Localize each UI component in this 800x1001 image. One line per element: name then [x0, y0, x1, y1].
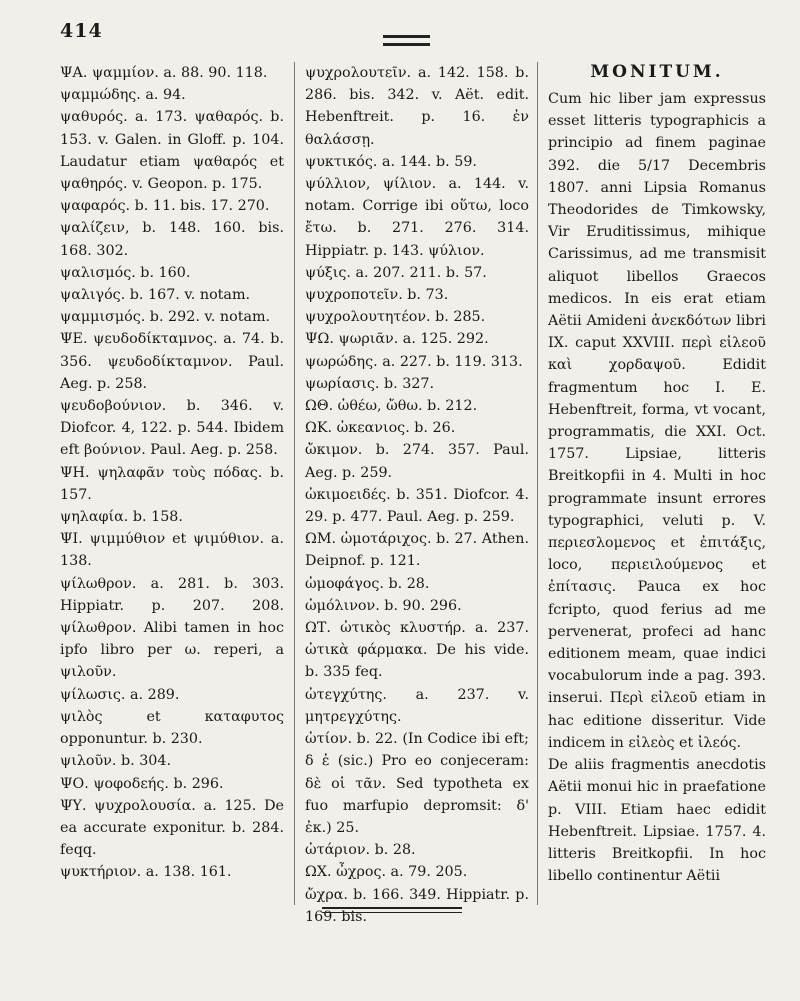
index-entry: ὠτεγχύτης. a. 237. v. μητρεγχύτης.	[305, 686, 529, 725]
index-entry: ΨΟ. ψοφοδεής. b. 296.	[60, 775, 224, 792]
index-entry: ὠτάριον. b. 28.	[305, 842, 416, 859]
column-divider-right	[537, 62, 538, 905]
index-entry: ΩΤ. ὠτικὸς κλυστήρ. a. 237. ὠτικὰ φάρμακα. De his vide. b. 335 feq.	[305, 620, 529, 681]
index-entry: ὠμόλινον. b. 90. 296.	[305, 597, 462, 614]
footer-rule	[322, 907, 462, 913]
index-entry: ψαλισμός. b. 160.	[60, 264, 191, 281]
index-entry: ψαλίζειν, b. 148. 160. bis. 168. 302.	[60, 220, 284, 259]
index-entry: ψαλιγός. b. 167. v. notam.	[60, 287, 251, 304]
index-entry: ψιλὸς et καταφυτος opponuntur. b. 230.	[60, 708, 284, 748]
index-entry: ΨΕ. ψευδοδίκταμνος. a. 74. b. 356. ψευδοδίκταμνον. Paul. Aeg. p. 258.	[60, 331, 284, 392]
index-entry: ΨΑ. ψαμμίον. a. 88. 90. 118.	[60, 65, 268, 81]
index-entry: ὠκιμοειδές. b. 351. Diofcor. 4. 29. p. 477. Paul. Aeg. p. 259.	[305, 486, 529, 526]
index-entry: ψυχρολουτεῖν. a. 142. 158. b. 286. bis. 342. v. Aët. edit. Hebenftreit. p. 16. ἐν θαλάσσῃ.	[305, 65, 529, 148]
header-double-rule	[383, 35, 430, 46]
monitum-paragraph: De aliis fragmentis anecdotis Aëtii monui hic in praefatione p. VIII. Etiam haec edidit Hebenftreit. Lipsiae. 1757. 4. litteris Breitkopfii. In hoc libello continentur Aëtii	[548, 757, 766, 885]
index-column-left	[60, 62, 284, 884]
index-column-middle	[305, 62, 529, 928]
page-number: 414	[60, 20, 103, 42]
monitum-column	[548, 60, 766, 887]
index-entry: ΩΚ. ὠκεανιος. b. 26.	[305, 420, 456, 437]
index-entry: ΨΥ. ψυχρολουσία. a. 125. De ea accurate exponitur. b. 284. feqq.	[60, 797, 284, 859]
index-entry: ψαμμισμός. b. 292. v. notam.	[60, 309, 271, 326]
index-entry: ὤκιμον. b. 274. 357. Paul. Aeg. p. 259.	[305, 442, 529, 481]
index-entry: ψευδοβούνιον. b. 346. v. Diofcor. 4, 122. p. 544. Ibidem eft βούνιον. Paul. Aeg. p. 258.	[60, 398, 284, 459]
index-entry: ψυχροποτεῖν. b. 73.	[305, 287, 449, 304]
column-divider-left	[294, 62, 295, 905]
index-entry: ὠτίον. b. 22. (In Codice ibi eft; δ ἐ (sic.) Pro eo conjeceram: δὲ οἱ τᾶν. Sed typotheta ex fuo marfupio depromsit: δ' ἐκ.) 25.	[305, 731, 529, 836]
monitum-heading: MONITUM.	[590, 62, 724, 82]
index-entry: ὤχρα. b. 166. 349. Hippiatr. p. 169. bis.	[305, 886, 529, 925]
index-entry: ΨΗ. ψηλαφᾶν τοὺς πόδας. b. 157.	[60, 464, 284, 503]
index-entry: ψαμμώδης. a. 94.	[60, 87, 186, 104]
index-entry: ψιλοῦν. b. 304.	[60, 753, 172, 770]
index-entry: ψυκτήριον. a. 138. 161.	[60, 864, 232, 881]
index-entry: ΩΘ. ὠθέω, ὤθω. b. 212.	[305, 398, 478, 415]
index-entry: ψαθυρός. a. 173. ψαθαρός. b. 153. v. Galen. in Gloff. p. 104. Laudatur etiam ψαθαρός et ψαθηρός. v. Geopon. p. 175.	[60, 109, 284, 193]
index-entry: ψυκτικός. a. 144. b. 59.	[305, 153, 477, 170]
index-entry: ψαφαρός. b. 11. bis. 17. 270.	[60, 198, 270, 215]
index-entry: ὠμοφάγος. b. 28.	[305, 575, 430, 592]
index-entry: ψίλωθρον. a. 281. b. 303. Hippiatr. p. 207. 208. ψίλωθρον. Alibi tamen in hoc ipfo libro per ω. reperi, a ψιλοῦν.	[60, 575, 284, 681]
index-entry: ΩΧ. ὦχρος. a. 79. 205.	[305, 864, 468, 881]
index-entry: ΨΙ. ψιμμύθιον et ψιμύθιον. a. 138.	[60, 531, 284, 570]
index-entry: ψίλωσις. a. 289.	[60, 686, 180, 703]
index-entry: ψηλαφία. b. 158.	[60, 509, 183, 526]
index-entry: ψυχρολουτητέον. b. 285.	[305, 309, 486, 326]
monitum-paragraph: Cum hic liber jam expressus esset litteris typographicis a principio ad finem paginae 392. die 5/17 Decembris 1807. anni Lipsia Romanus Theodorides de Timkowsky, Vir Eruditissimus, mihique Carissimus, ad me transmisit aliquot libellos Graecos medicos. In eis erat etiam Aëtii Amideni ἀνεκδότων libri IX. caput XXVIII. περὶ εἰλεοῦ καὶ χορδαψοῦ. Edidit fragmentum hoc I. E. Hebenftreit, forma, vt vocant, programmatis, die XXI. Oct. 1757. Lipsiae, litteris Breitkopfii in 4. Multi in hoc programmate insunt errores typographici, veluti p. V. περιεσλομενος et ἐπιτάξις, loco, περιειλούμενος et ἐπίτασις. Pauca ex hoc fcripto, quod ferius ad me pervenerat, profeci ad hanc editionem meam, quae indici vocabulorum inde a pag. 393. inserui. Περὶ εἰλεοῦ etiam in hac editione disseritur. Vide indicem in εἰλεὸς et ἰλεός.	[548, 91, 766, 751]
index-entry: ψωρώδης. a. 227. b. 119. 313.	[305, 353, 523, 370]
index-entry: ΩΜ. ὠμοτάριχος. b. 27. Athen. Deipnof. p. 121.	[305, 531, 529, 570]
index-entry: ψύλλιον, ψίλιον. a. 144. v. notam. Corrige ibi οὕτω, loco ἔτω. b. 271. 276. 314. Hippiatr. p. 143. ψύλιον.	[305, 176, 529, 259]
index-entry: ψύξις. a. 207. 211. b. 57.	[305, 264, 487, 281]
index-entry: ΨΩ. ψωριᾶν. a. 125. 292.	[305, 331, 489, 348]
index-entry: ψωρίασις. b. 327.	[305, 375, 435, 392]
